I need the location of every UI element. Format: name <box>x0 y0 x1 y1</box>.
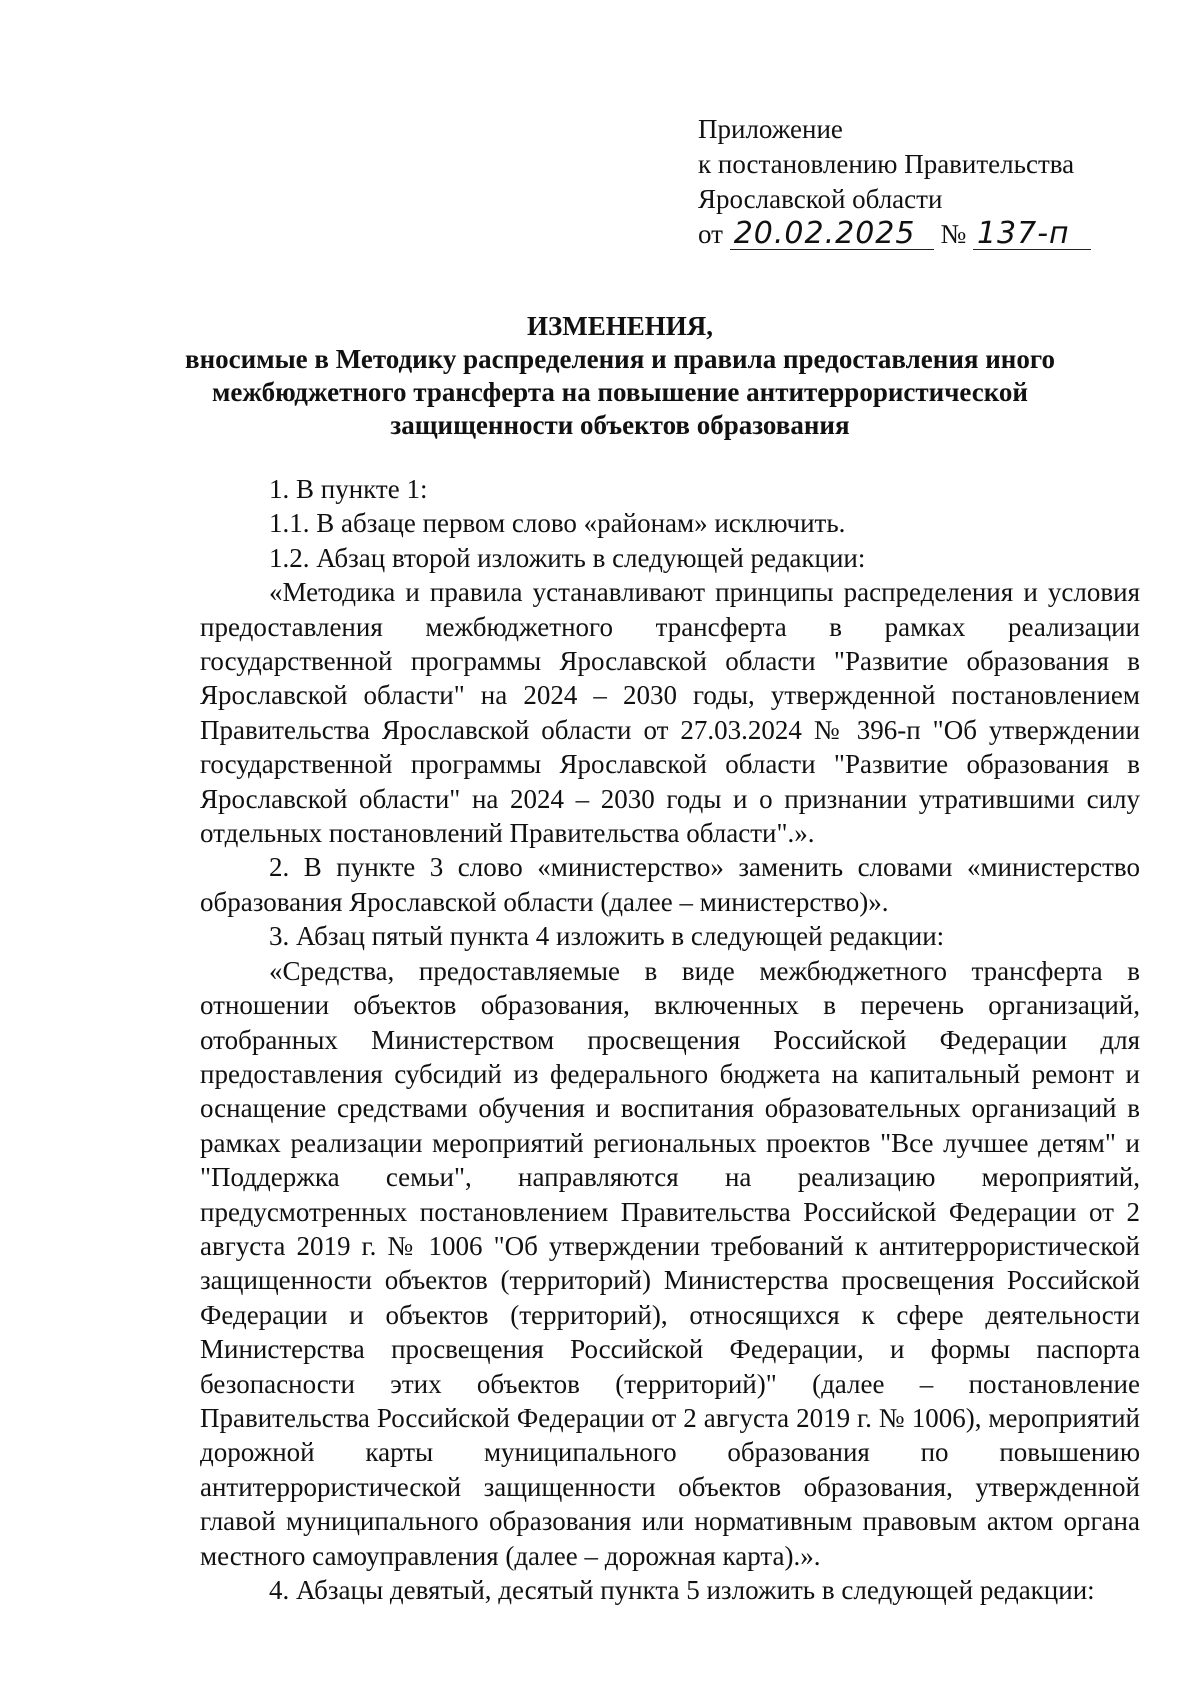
paragraph-quote-methodology: «Методика и правила устанавливают принципы распределения и условия предоставления межбюджетного трансферта в рамках реализации государственной программы Ярославской области "Развитие образования в Ярославской области" на 2024 – 2030 годы, утвержденной постановлением Правительства Ярославской области от 27.03.2024 № 396-п "Об утверждении государственной программы Ярославской области "Развитие образования в Ярославской области" на 2024 – 2030 годы и о признании утратившими силу отдельных постановлений Правительства области".». <box>200 577 1140 849</box>
document-body <box>200 472 1140 1607</box>
paragraph-quote-funds: «Средства, предоставляемые в виде межбюджетного трансферта в отношении объектов образования, включенных в перечень организаций, отобранных Министерством просвещения Российской Федерации для предоставления субсидий из федерального бюджета на капитальный ремонт и оснащение средствами обучения и воспитания образовательных организаций в рамках реализации мероприятий региональных проектов "Все лучшее детям" и "Поддержка семьи", направляются на реализацию мероприятий, предусмотренных постановлением Правительства Российской Федерации от 2 августа 2019 г. № 1006 "Об утверждении требований к антитеррористической защищенности объектов (территорий) Министерства просвещения Российской Федерации и объектов (территорий), относящихся к сфере деятельности Министерства просвещения Российской Федерации, и формы паспорта безопасности этих объектов (территорий)" (далее – постановление Правительства Российской Федерации от 2 августа 2019 г. № 1006), мероприятий дорожной карты муниципального образования по повышению антитеррористической защищенности объектов образования, утвержденной главой муниципального образования или нормативным правовым актом органа местного самоуправления (далее – дорожная карта).». <box>200 955 1140 1571</box>
paragraph-4: 4. Абзацы девятый, десятый пункта 5 изложить в следующей редакции: <box>269 1575 1095 1605</box>
appendix-title: Приложение <box>698 114 843 144</box>
paragraph-1-2: 1.2. Абзац второй изложить в следующей редакции: <box>269 542 866 573</box>
appendix-reference: к постановлению Правительства <box>698 149 1075 179</box>
document-title: ИЗМЕНЕНИЯ, <box>526 311 713 341</box>
paragraph-2: 2. В пункте 3 слово «министерство» заменить словами «министерство образования Ярославской области (далее – министерство)». <box>200 852 1140 917</box>
appendix-block <box>698 112 1178 252</box>
document-subtitle: вносимые в Методику распределения и правила предоставления иного межбюджетного трансферта на повышение антитеррористической защищенности объектов образования <box>185 344 1055 440</box>
handwritten-date: 20.02.2025 <box>730 219 934 250</box>
document-title-block <box>150 310 1090 442</box>
from-label: от <box>698 219 723 249</box>
number-label: № <box>940 219 967 249</box>
paragraph-1: 1. В пункте 1: <box>269 474 428 504</box>
handwritten-number: 137-п <box>973 219 1091 250</box>
appendix-region: Ярославской области <box>698 184 943 214</box>
appendix-date-number-line <box>698 217 1178 252</box>
paragraph-1-1: 1.1. В абзаце первом слово «районам» исключить. <box>269 508 846 539</box>
paragraph-3: 3. Абзац пятый пункта 4 изложить в следующей редакции: <box>269 921 945 952</box>
